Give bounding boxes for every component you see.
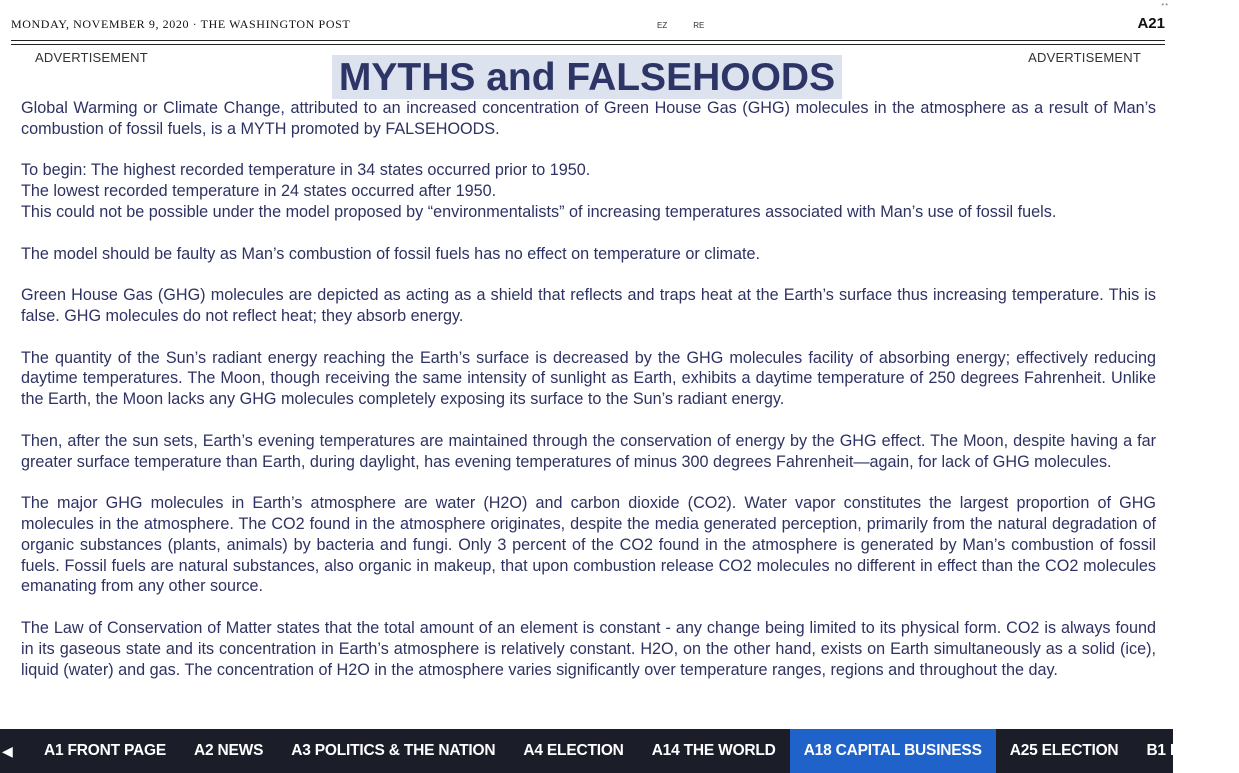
paragraph: The quantity of the Sun’s radiant energy reaching the Earth’s surface is decreased by the GHG molecules facility of absorbing energy; effectively reducing daytime temperatures. The Moon, though receiving the same intensity of sunlight as Earth, exhibits a daytime temperature of 250 degrees Fahrenheit. Unlike the Earth, the Moon lacks any GHG molecules completely exposing its surface to the Sun’s radiant energy. — [21, 348, 1156, 409]
paragraph-line: This could not be possible under the model proposed by “environmentalists” of increasing temperatures associated with Man’s use of fossil fuels. — [21, 202, 1057, 221]
section-nav-bar — [0, 729, 1225, 773]
masthead-rule-bottom — [11, 44, 1165, 45]
nav-item-a14-the-world[interactable]: A14 THE WORLD — [651, 742, 776, 759]
article-body — [21, 98, 1156, 701]
advertisement-label-right: ADVERTISEMENT — [1028, 50, 1141, 65]
nav-item-a1-front-page[interactable]: A1 FRONT PAGE — [44, 742, 166, 759]
paragraph: Global Warming or Climate Change, attributed to an increased concentration of Green House Gas (GHG) molecules in the atmosphere as a result of Man’s combustion of fossil fuels, is a MYTH promoted by FALSEHOODS. — [21, 99, 1156, 138]
paragraph — [21, 160, 1156, 222]
paragraph: Green House Gas (GHG) molecules are depicted as acting as a shield that reflects and traps heat at the Earth’s surface thus increasing temperature. This is false. GHG molecules do not reflect heat; they absorb energy. — [21, 286, 1156, 325]
page-number: A21 — [1137, 15, 1165, 32]
headline: MYTHS and FALSEHOODS — [332, 55, 842, 99]
nav-item-a3-politics-nation[interactable]: A3 POLITICS & THE NATION — [291, 742, 496, 759]
masthead — [11, 14, 1165, 38]
paragraph: The major GHG molecules in Earth’s atmosphere are water (H2O) and carbon dioxide (CO2). Water vapor constitutes the largest proportion of GHG molecules in the atmosphere. The CO2 found in the atmosphere originates, despite the media generated perception, primarily from the natural degradation of organic substances (plants, animals) by bacteria and fungi. Only 3 percent of the CO2 found in the atmosphere is generated by Man’s combustion of fossil fuels. Fossil fuels are natural substances, also organic in makeup, that upon combustion release CO2 molecules no different in effect than the CO2 molecules emanating from any other source. — [21, 494, 1156, 596]
advertisement-label-left: ADVERTISEMENT — [35, 50, 148, 65]
nav-item-a2-news[interactable]: A2 NEWS — [193, 742, 264, 759]
paragraph-line: To begin: The highest recorded temperature in 34 states occurred prior to 1950. — [21, 161, 591, 180]
masthead-rule-top — [11, 40, 1165, 41]
nav-item-a4-election[interactable]: A4 ELECTION — [523, 742, 624, 759]
window-dots-icon[interactable]: •• — [1161, 0, 1169, 9]
view-toggles — [657, 21, 730, 30]
dateline: MONDAY, NOVEMBER 9, 2020 · THE WASHINGTON POST — [11, 17, 351, 31]
toggle-ez[interactable]: EZ — [657, 21, 668, 30]
paragraph-line: The lowest recorded temperature in 24 states occurred after 1950. — [21, 182, 497, 201]
triangle-left-icon[interactable]: ◀ — [2, 742, 13, 759]
nav-item-a18-capital-business[interactable]: A18 CAPITAL BUSINESS — [790, 729, 996, 773]
toggle-re[interactable]: RE — [693, 21, 705, 30]
paragraph: Then, after the sun sets, Earth’s evening temperatures are maintained through the conservation of energy by the GHG effect. The Moon, despite having a far greater surface temperature than Earth, during daylight, has evening temperatures of minus 300 degrees Fahrenheit—again, for lack of GHG molecules. — [21, 431, 1156, 471]
nav-item-a25-election[interactable]: A25 ELECTION — [1009, 742, 1119, 759]
paragraph: The model should be faulty as Man’s combustion of fossil fuels has no effect on temperature or climate. — [21, 244, 761, 263]
paragraph: The Law of Conservation of Matter states that the total amount of an element is constant - any change being limited to its physical form. CO2 is always found in its gaseous state and its concentration in Earth’s atmosphere is relatively constant. H2O, on the other hand, exists on Earth simultaneously as a solid (ice), liquid (water) and gas. The concentration of H2O in the atmosphere varies significantly over temperature ranges, regions and throughout the day. — [21, 618, 1156, 679]
nav-item-b1-metro[interactable]: B1 METRO — [1146, 742, 1225, 759]
